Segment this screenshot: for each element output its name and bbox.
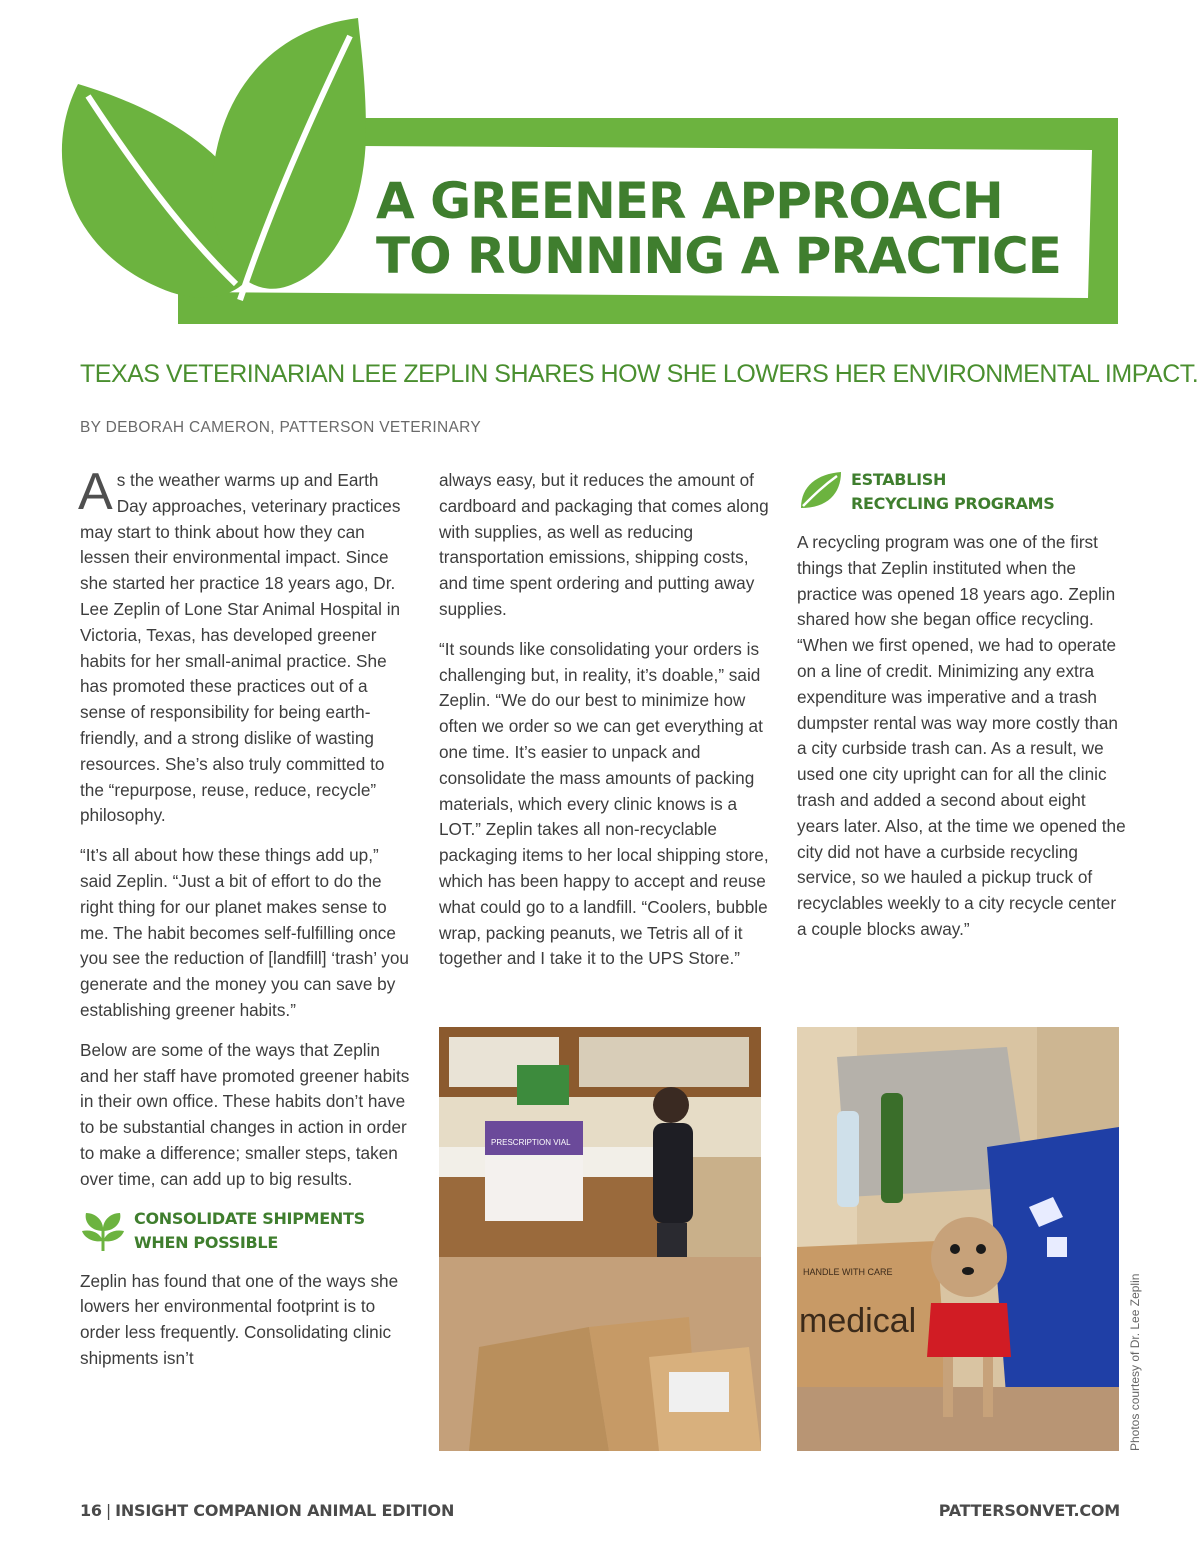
- drop-cap: A: [78, 463, 113, 521]
- section-2-line-2: RECYCLING PROGRAMS: [851, 494, 1055, 513]
- section-1-line-1: CONSOLIDATE SHIPMENTS: [134, 1208, 365, 1228]
- column-3: [797, 468, 1127, 957]
- right-leaf-icon: [212, 18, 366, 300]
- paragraph-5: always easy, but it reduces the amount of cardboard and packaging that comes along with supplies, as well as reducing transportation emissions, shipping costs, and time spent ordering and putting away supplies.: [439, 470, 769, 619]
- section-2-line-1: ESTABLISH: [851, 470, 947, 489]
- paragraph-2: “It’s all about how these things add up,” said Zeplin. “Just a bit of effort to do the right thing for our planet makes sense to me. The habit becomes self-fulfilling once you see the reduction of [landfill] ‘trash’ you generate and the money you can save by establishing greener habits.”: [80, 845, 409, 1020]
- sprout-icon: [80, 1207, 126, 1253]
- section-1-line-2: WHEN POSSIBLE: [134, 1232, 278, 1252]
- paragraph-3: Below are some of the ways that Zeplin and her staff have promoted greener habits in their own office. These habits don’t have to be substantial changes in action in order to make a difference; smaller steps, taken over time, can add up to big results.: [80, 1039, 410, 1189]
- box-label-medical: medical: [799, 1302, 917, 1340]
- article-title-line-2: TO RUNNING A PRACTICE: [376, 227, 1061, 285]
- section-heading-recycling: [797, 468, 1127, 516]
- publication-name: INSIGHT COMPANION ANIMAL EDITION: [115, 1501, 455, 1520]
- column-1: [78, 463, 410, 1386]
- paragraph-7: A recycling program was one of the first things that Zeplin instituted when the practice was opened 18 years ago. Zeplin shared how she began office recycling. “When we first opened, we had to operate on a line of credit. Minimizing any extra expenditure was imperative and a trash dumpster rental was way more costly than a city curbside trash can. As a result, we used one city upright can for all the clinic trash and added a second about eight years later. Also, at the time we opened the city did not have a curbside recycling service, so we hauled a pickup truck of recyclables weekly to a city recycle center a couple blocks away.”: [797, 532, 1126, 939]
- article-title-line-1: A GREENER APPROACH: [376, 172, 1003, 230]
- paragraph-6: “It sounds like consolidating your orders is challenging but, in reality, it’s doable,” said Zeplin. “We do our best to minimize how often we order so we can get everything at one time. It’s easier to unpack and consolidate the mass amounts of packing materials, which every clinic knows is a LOT.” Zeplin takes all non-recyclable packaging items to her local shipping store, which has been happy to accept and reuse what could go to a landfill. “Coolers, bubble wrap, packing peanuts, we Tetris all of it together and I take it to the UPS Store.”: [439, 638, 769, 969]
- photo-dog-recycling-bin: [797, 1027, 1119, 1451]
- photo-credit: Photos courtesy of Dr. Lee Zeplin: [1128, 1273, 1142, 1451]
- header-leaf-graphic: [0, 0, 1200, 340]
- paragraph-1: [78, 463, 410, 829]
- paragraph-4: Zeplin has found that one of the ways she lowers her environmental footprint is to order less frequently. Consolidating clinic shipments isn’t: [80, 1270, 399, 1368]
- byline: BY DEBORAH CAMERON, PATTERSON VETERINARY: [80, 419, 482, 436]
- box-label-handle: HANDLE WITH CARE: [803, 1267, 893, 1277]
- column-2: [439, 468, 769, 986]
- box-label-vial: PRESCRIPTION VIAL: [491, 1138, 571, 1147]
- article-subtitle: TEXAS VETERINARIAN LEE ZEPLIN SHARES HOW SHE LOWERS HER ENVIRONMENTAL IMPACT.: [80, 360, 1199, 388]
- photo-2-illustration: [797, 1027, 1119, 1451]
- footer-separator: |: [105, 1501, 112, 1520]
- page-number: 16: [80, 1501, 102, 1520]
- paragraph-1-text: s the weather warms up and Earth Day approaches, veterinary practices may start to think about how they can lessen their environmental impact. Since she started her practice 18 years ago, Dr. Lee Zeplin of Lone Star Animal Hospital in Victoria, Texas, has developed greener habits for her small-animal practice. She has promoted these practices out of a sense of responsibility for being earth-friendly, and a strong dislike of wasting resources. She’s also truly committed to the “repurpose, reuse, reduce, recycle” philosophy.: [80, 470, 401, 826]
- footer-website: PATTERSONVET.COM: [938, 1501, 1120, 1520]
- footer-publication: [80, 1501, 454, 1520]
- leaf-icon: [797, 468, 843, 514]
- photo-1-illustration: [439, 1027, 761, 1451]
- photo-unpacking-supplies: [439, 1027, 761, 1451]
- section-heading-consolidate: [80, 1207, 410, 1255]
